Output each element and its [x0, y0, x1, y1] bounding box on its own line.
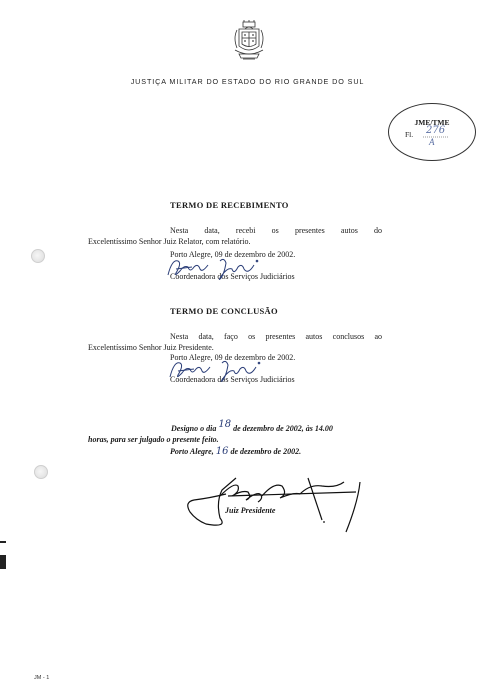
recebimento-line-1: Nesta data, recebi os presentes autos do — [170, 226, 382, 235]
conclusao-line-1: Nesta data, faço os presentes autos conclusos ao — [170, 332, 382, 341]
form-code: JM - 1 — [34, 675, 50, 681]
conclusao-title: TERMO DE CONCLUSÃO — [170, 306, 278, 316]
recebimento-place-date: Porto Alegre, 09 de dezembro de 2002. — [170, 250, 296, 259]
conclusao-line-2: Excelentíssimo Senhor Juiz Presidente. — [88, 343, 214, 352]
recebimento-role: Coordenadora dos Serviços Judiciários — [170, 272, 295, 281]
institution-name: JUSTIÇA MILITAR DO ESTADO DO RIO GRANDE DO SUL — [130, 77, 365, 86]
designo-line-3: Porto Alegre, 16 de dezembro de 2002. — [170, 446, 302, 457]
coat-of-arms-icon — [233, 20, 265, 64]
recebimento-title: TERMO DE RECEBIMENTO — [170, 200, 289, 210]
punch-hole-bottom — [34, 465, 48, 479]
handwritten-day: 18 — [218, 419, 232, 430]
scan-edge-mark — [0, 555, 6, 569]
stamp-fl-label: Fl. — [405, 130, 414, 139]
stamp-folio-suffix: A — [429, 137, 435, 147]
conclusao-place-date: Porto Alegre, 09 de dezembro de 2002. — [170, 353, 296, 362]
scan-edge-mark — [0, 541, 6, 543]
punch-hole-top — [31, 249, 45, 263]
stamp-court-code: JME/TME — [414, 118, 450, 127]
folio-stamp — [388, 103, 476, 161]
designo-line-1: Designo o dia 18 de dezembro de 2002, às 14.00 — [171, 419, 333, 433]
judge-role: Juiz Presidente — [225, 506, 276, 515]
conclusao-role: Coordenadora dos Serviços Judiciários — [170, 375, 295, 384]
designo-line-2: horas, para ser julgado o presente feito. — [88, 435, 219, 444]
recebimento-line-2: Excelentíssimo Senhor Juiz Relator, com relatório. — [88, 237, 251, 246]
stamp-underline — [423, 136, 449, 138]
handwritten-day: 16 — [215, 446, 229, 457]
stamp-folio-number: 276 — [426, 125, 446, 136]
